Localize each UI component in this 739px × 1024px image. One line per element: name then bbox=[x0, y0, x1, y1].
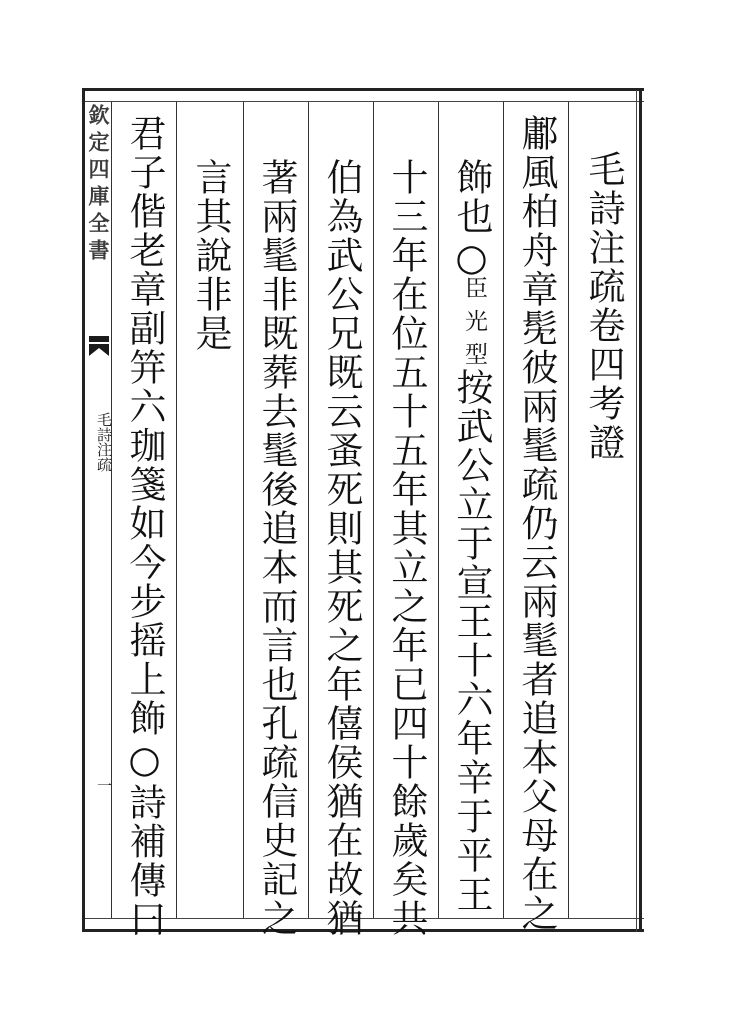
text-column-3-note: 臣光型 bbox=[461, 276, 487, 375]
spine-page-number: 一 bbox=[95, 778, 113, 793]
frame-right-border bbox=[636, 90, 642, 932]
text-column-7: 言其說非是 bbox=[189, 158, 232, 353]
frame-top-border bbox=[82, 88, 644, 102]
column-rule bbox=[503, 102, 504, 918]
text-column-3-cont: 按武公立于宣王十六年辛于平王 bbox=[450, 368, 493, 914]
frame-bottom-border bbox=[82, 918, 644, 932]
spine-title: 欽定四庫全書 bbox=[86, 104, 111, 266]
text-column-5: 伯為武公兄既云蚤死則其死之年僖侯猶在故猶 bbox=[320, 158, 363, 938]
text-column-1: 毛詩注疏卷四考證 bbox=[582, 150, 625, 462]
column-rule bbox=[176, 102, 177, 918]
column-rule bbox=[568, 102, 569, 918]
column-rule bbox=[243, 102, 244, 918]
text-column-6: 著兩髦非既葬去髦後追本而言也孔疏信史記之 bbox=[255, 158, 298, 938]
fish-tail-icon bbox=[88, 334, 110, 364]
text-column-2: 鄘風柏舟章髧彼兩髦疏仍云兩髦者追本父母在之 bbox=[515, 114, 558, 933]
column-rule bbox=[438, 102, 439, 918]
column-rule bbox=[373, 102, 374, 918]
text-column-3: 飾也○ bbox=[450, 158, 493, 281]
text-column-8: 君子偕老章副笄六珈箋如今步摇上飾○詩補傳曰 bbox=[123, 114, 166, 939]
spine-book-title: 毛詩注疏 bbox=[95, 412, 113, 472]
column-rule bbox=[308, 102, 309, 918]
text-column-4: 十三年在位五十五年其立之年已四十餘歲矣共 bbox=[385, 158, 428, 938]
